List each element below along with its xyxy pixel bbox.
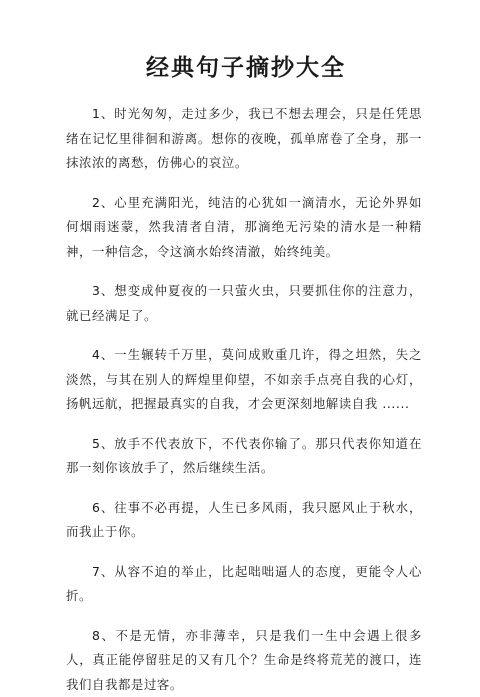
quote-number: 6、: [92, 500, 114, 515]
quote-item-6: [66, 496, 422, 545]
quote-text: 想变成仲夏夜的一只萤火虫，只要抓住你的注意力，就已经满足了。: [66, 283, 422, 323]
quote-number: 3、: [92, 283, 114, 298]
quote-item-5: [66, 432, 422, 481]
quote-text: 从容不迫的举止，比起咄咄逼人的态度，更能令人心折。: [66, 564, 422, 604]
quote-number: 8、: [92, 628, 115, 643]
quote-item-1: [66, 102, 422, 176]
quote-number: 5、: [92, 436, 114, 451]
quote-number: 2、: [92, 195, 114, 210]
quote-text: 心里充满阳光，纯洁的心犹如一滴清水，无论外界如何烟雨迷蒙，然我清者自清，那滴绝无污染的清水是一种精神，一种信念，令这滴水始终清澈，始终纯美。: [66, 195, 422, 259]
quote-text: 时光匆匆，走过多少，我已不想去理会，只是任凭思绪在记忆里徘徊和游离。想你的夜晚，孤单席卷了全身，那一抹浓浓的离愁，仿佛心的哀泣。: [66, 106, 422, 170]
quote-number: 7、: [92, 564, 114, 579]
quote-text: 往事不必再提，人生已多风雨，我只愿风止于秋水，而我止于你。: [66, 500, 422, 540]
quote-number: 4、: [92, 347, 114, 362]
quote-item-3: [66, 279, 422, 328]
quote-text: 一生辗转千万里，莫问成败重几许，得之坦然，失之淡然，与其在别人的辉煌里仰望，不如亲手点亮自我的心灯，扬帆远航，把握最真实的自我，才会更深刻地解读自我 ......: [66, 347, 422, 411]
quote-item-2: [66, 191, 422, 265]
quote-item-4: [66, 343, 422, 417]
quote-text: 不是无情，亦非薄幸，只是我们一生中会遇上很多人，真正能停留驻足的又有几个？生命是终将荒芜的渡口，连我们自我都是过客。: [66, 628, 422, 692]
quote-text: 放手不代表放下，不代表你输了。那只代表你知道在那一刻你该放手了，然后继续生活。: [66, 436, 422, 476]
document-title: 经典句子摘抄大全: [66, 52, 422, 84]
quote-number: 1、: [92, 106, 114, 121]
quote-item-8: [66, 624, 422, 697]
quote-item-7: [66, 560, 422, 609]
